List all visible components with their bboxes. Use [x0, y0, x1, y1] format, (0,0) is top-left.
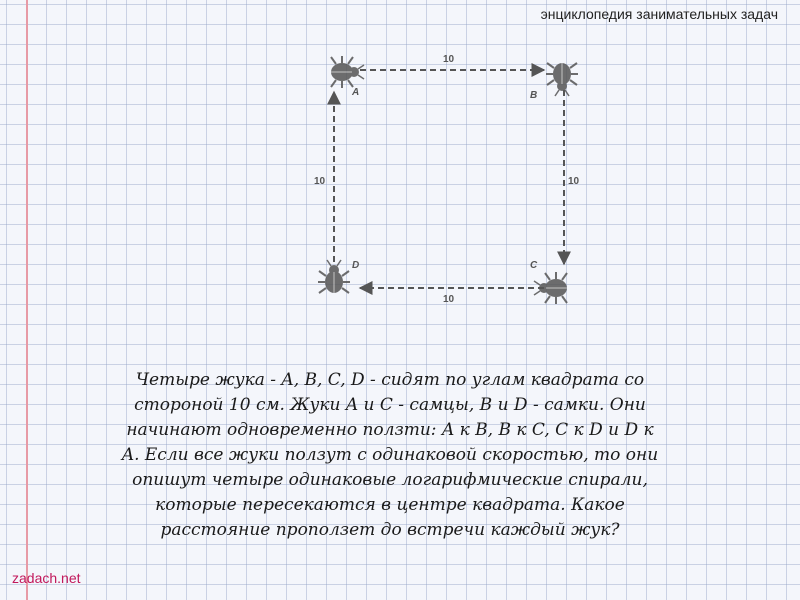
distance-bottom: 10	[443, 294, 455, 305]
label-a: A	[352, 87, 360, 98]
site-link[interactable]: zadach.net	[12, 570, 81, 586]
label-d: D	[352, 260, 360, 271]
distance-top: 10	[443, 54, 455, 65]
label-b: B	[530, 90, 538, 101]
beetle-d-icon	[318, 260, 350, 293]
beetle-b-icon	[546, 63, 578, 96]
page-header: энциклопедия занимательных задач	[540, 6, 778, 22]
beetle-a-icon	[331, 56, 364, 88]
notebook-margin-line	[26, 0, 28, 600]
label-c: C	[530, 260, 538, 271]
problem-statement: Четыре жука - A, B, C, D - сидят по углам квадрата со стороной 10 см. Жуки A и C - самцы, B и D - самки. Они начинают одновременно ползти: A к B, B к C, C к D и D к A. Если все жуки ползут с одинаковой скоростью, то они опишут четыре одинаковые логарифмические спирали, которые пересекаются в центре квадрата. Какое расстояние проползет до встречи каждый жук?	[121, 370, 659, 540]
beetles-square-diagram	[300, 40, 600, 310]
distance-right: 10	[568, 176, 580, 187]
distance-left: 10	[314, 176, 326, 187]
